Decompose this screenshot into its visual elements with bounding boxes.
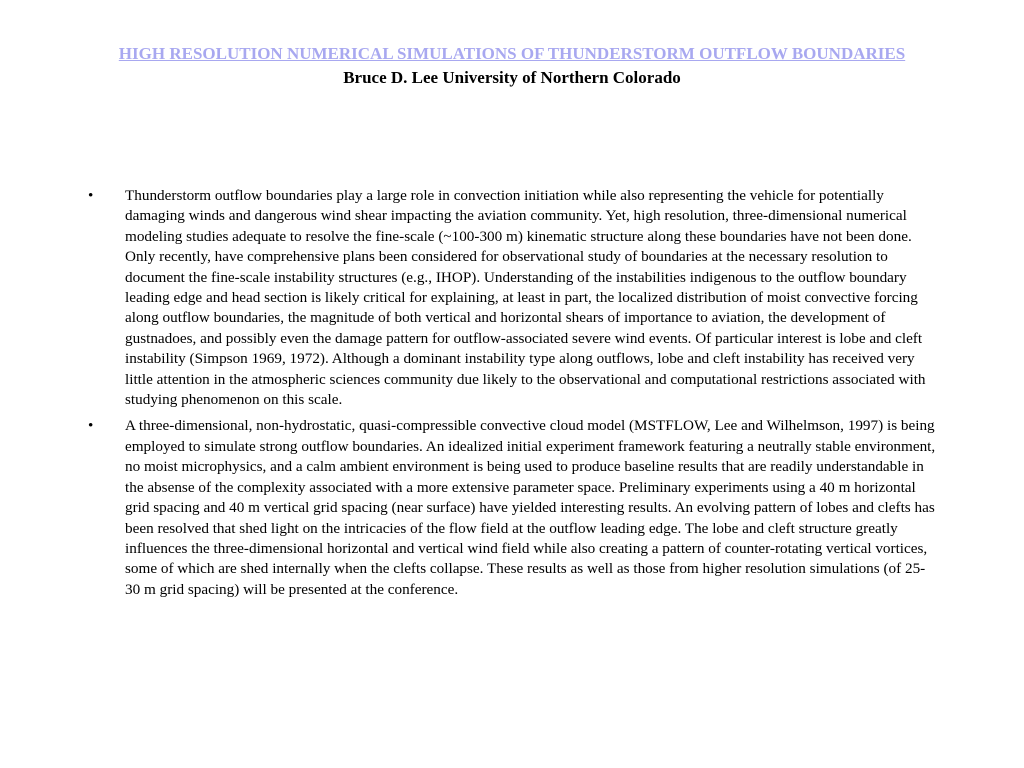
bullet-item-1: [88, 186, 940, 410]
author-line: Bruce D. Lee University of Northern Colorado: [343, 68, 681, 87]
bullet-marker: •: [88, 187, 94, 204]
bullet-text-2: A three-dimensional, non-hydrostatic, quasi-compressible convective cloud model (MSTFLOW, Lee and Wilhelmson, 1997) is being employed to simulate strong outflow boundaries. An idealized initial experiment framework featuring a neutrally stable environment, no moist microphysics, and a calm ambient environment is being used to produce baseline results that are readily understandable in the absense of the complexity associated with a more extensive parameter space. Preliminary experiments using a 40 m horizontal grid spacing and 40 m vertical grid spacing (near surface) have yielded interesting results. An evolving pattern of lobes and clefts has been resolved that shed light on the intricacies of the flow field at the outflow leading edge. The lobe and cleft structure greatly influences the three-dimensional horizontal and vertical wind field while also creating a pattern of counter-rotating vertical vortices, some of which are shed internally when the clefts collapse. These results as well as those from higher resolution simulations (of 25-30 m grid spacing) will be presented at the conference.: [125, 417, 936, 598]
bullet-item-2: [88, 416, 940, 600]
title-block: [0, 42, 1024, 90]
bullet-list: [88, 186, 940, 606]
bullet-text-1: Thunderstorm outflow boundaries play a large role in convection initiation while also representing the vehicle for potentially damaging winds and dangerous wind shear impacting the aviation community. Yet, high resolution, three-dimensional numerical modeling studies adequate to resolve the fine-scale (~100-300 m) kinematic structure along these boundaries have not been done. Only recently, have comprehensive plans been considered for observational study of boundaries at the necessary resolution to document the fine-scale instability structures (e.g., IHOP). Understanding of the instabilities indigenous to the outflow boundary leading edge and head section is likely critical for explaining, at least in part, the localized distribution of moist convective forcing along outflow boundaries, the magnitude of both vertical and horizontal shears of importance to aviation, the development of gustnadoes, and possibly even the damage pattern for outflow-associated severe wind events. Of particular interest is lobe and cleft instability (Simpson 1969, 1972). Although a dominant instability type along outflows, lobe and cleft instability has received very little attention in the atmospheric sciences community due likely to the observational and computational restrictions associated with studying phenomenon on this scale.: [125, 187, 926, 409]
title-link[interactable]: HIGH RESOLUTION NUMERICAL SIMULATIONS OF THUNDERSTORM OUTFLOW BOUNDARIES: [118, 44, 906, 63]
bullet-marker: •: [88, 417, 94, 435]
